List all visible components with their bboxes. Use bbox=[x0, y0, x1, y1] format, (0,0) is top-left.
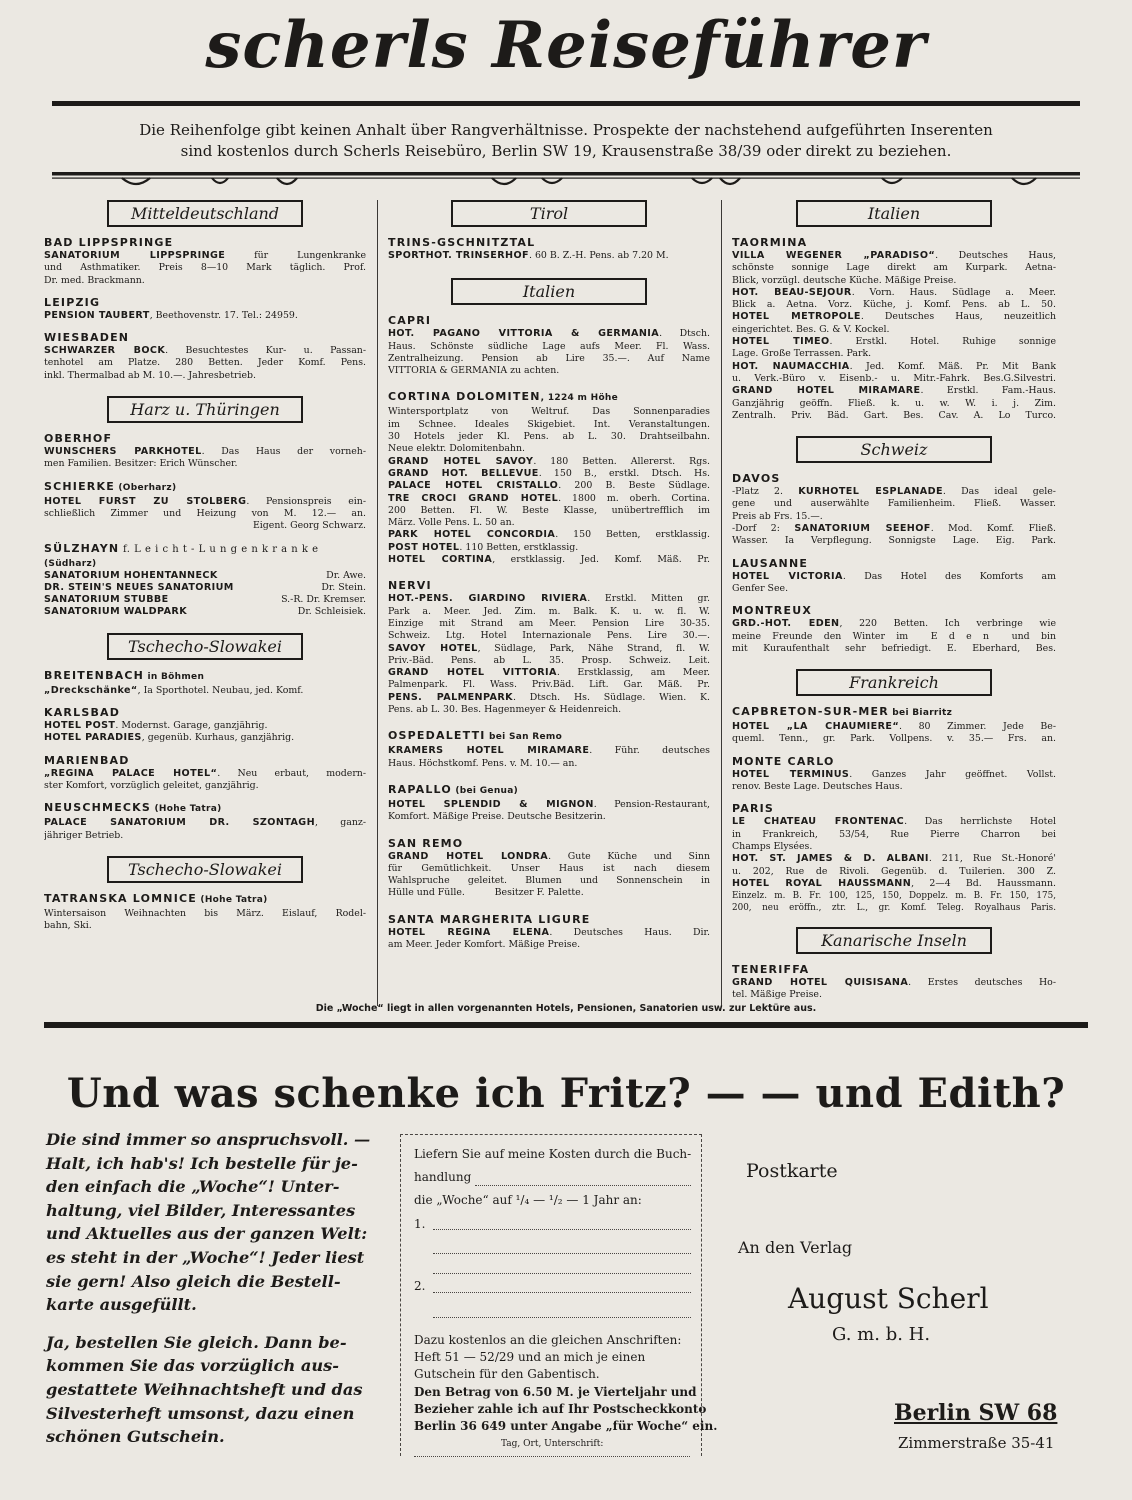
listing-line: „REGINA PALACE HOTEL“. Neu erbaut, modern- bbox=[44, 767, 366, 779]
form-number: 2. bbox=[414, 1279, 426, 1293]
address-field-2[interactable] bbox=[433, 1292, 691, 1293]
intro-text bbox=[52, 120, 1080, 162]
hotel-name: SCHWARZER BOCK bbox=[44, 345, 166, 357]
ad-line: Die sind immer so anspruchsvoll. — bbox=[46, 1130, 371, 1149]
listing-entry bbox=[732, 704, 1056, 746]
listing-line: queml. Tenn., gr. Park. Vollpens. v. 35.— Frs. an. bbox=[732, 733, 1056, 745]
hotel-name: PALACE SANATORIUM DR. SZONTAGH bbox=[44, 817, 315, 829]
listing-entry bbox=[732, 556, 1056, 596]
listing-entry bbox=[44, 705, 366, 745]
hotel-name: TRE CROCI GRAND HOTEL bbox=[388, 492, 559, 504]
listing-line: PENSION TAUBERT, Beethovenstr. 17. Tel.: 24959. bbox=[44, 309, 298, 321]
hotel-name: HOTEL PARADIES bbox=[44, 732, 142, 744]
listing-entry bbox=[732, 471, 1056, 547]
form-text: Dazu kostenlos an die gleichen Anschriften: bbox=[414, 1333, 682, 1347]
hotel-name: KURHOTEL ESPLANADE bbox=[798, 486, 943, 498]
listing-entry bbox=[44, 800, 366, 842]
listing-line: u. 202, Rue de Rivoli. Gegenüb. d. Tuilerien. 300 Z. bbox=[732, 865, 1056, 877]
listing-entry bbox=[44, 891, 366, 933]
postcard-company-suffix: G. m. b. H. bbox=[832, 1324, 931, 1345]
hotel-name: HOT.-PENS. GIARDINO RIVIERA bbox=[388, 593, 588, 605]
listing-line: Blick, vorzügl. deutsche Küche. Mäßige Preise. bbox=[732, 274, 957, 286]
listing-line: Zentralheizung. Pension ab Lire 35.—. Auf Name bbox=[388, 352, 710, 364]
listing-line: und Asthmatiker. Preis 8—10 Mark täglich. Prof. bbox=[44, 262, 366, 274]
listing-entry bbox=[388, 578, 710, 716]
place-name: MARIENBAD bbox=[44, 753, 130, 767]
hotel-name: POST HOTEL bbox=[388, 541, 460, 553]
listing-line: PALACE SANATORIUM DR. SZONTAGH, ganz- bbox=[44, 817, 366, 829]
place-name: MONTE CARLO bbox=[732, 754, 835, 768]
region-heading: Tschecho-Slowakei bbox=[107, 633, 303, 660]
listing-line: Preis ab Frs. 15.—. bbox=[732, 510, 823, 522]
listing-line: u. Verk.-Büro v. Eisenb.- u. Mitr.-Fahrk. Bes.G.Silvestri. bbox=[732, 372, 1056, 384]
listing-line: Wahlspruche geleitet. Blumen und Sonnenschein in bbox=[388, 875, 710, 887]
listing-line: SPORTHOT. TRINSERHOF. 60 B. Z.-H. Pens. ab 7.20 M. bbox=[388, 250, 669, 261]
place-name: CORTINA DOLOMITEN, 1224 m Höhe bbox=[388, 390, 619, 404]
ad-line: gestattete Weihnachtsheft und das bbox=[46, 1379, 363, 1399]
listing-line: Eigent. Georg Schwarz. bbox=[252, 520, 366, 532]
listing-line: 200, neu eröffn., ztr. L., gr. Komf. Teleg. Royalhaus Paris. bbox=[732, 903, 1056, 914]
ad-headline: Und was schenke ich Fritz? — — und Edith? bbox=[66, 1070, 1066, 1117]
place-name: LEIPZIG bbox=[44, 295, 101, 309]
place-name: NEUSCHMECKS (Hohe Tatra) bbox=[44, 801, 222, 815]
listing-line: GRAND HOT. BELLEVUE. 150 B., erstkl. Dtsch. Hs. bbox=[388, 467, 710, 479]
hotel-name: KRAMERS HOTEL MIRAMARE bbox=[388, 745, 590, 757]
listing-line: Komfort. Mäßige Preise. Deutsche Besitzerin. bbox=[388, 811, 606, 823]
listing-entry bbox=[44, 330, 366, 382]
place-name: CAPRI bbox=[388, 314, 432, 328]
listing-line: PARK HOTEL CONCORDIA. 150 Betten, erstklassig. bbox=[388, 529, 710, 541]
hotel-name: „Dreckschänke“ bbox=[44, 684, 138, 696]
place-name: BAD LIPPSPRINGE bbox=[44, 236, 174, 249]
hotel-name: SANATORIUM HOHENTANNECK bbox=[44, 569, 218, 581]
listing-line: -Platz 2. KURHOTEL ESPLANADE. Das ideal gele- bbox=[732, 486, 1056, 498]
listing-entry bbox=[732, 754, 1056, 794]
listing-line: men Familien. Besitzer: Erich Wünscher. bbox=[44, 458, 238, 470]
address-field-2b[interactable] bbox=[433, 1317, 691, 1318]
listing-line: Priv.-Bäd. Pens. ab L. 35. Prosp. Schweiz. Leit. bbox=[388, 654, 710, 666]
ad-line: sie gern! Also gleich die Bestell- bbox=[46, 1271, 341, 1291]
hotel-name: HOT. PAGANO VITTORIA & GERMANIA bbox=[388, 328, 660, 340]
ad-line: haltung, viel Bilder, Interessantes bbox=[46, 1200, 356, 1220]
listing-line: Ganzjährig geöffn. Fließ. k. u. w. W. i. j. Zim. bbox=[732, 397, 1056, 409]
ad-line: den einfach die „Woche“! Unter- bbox=[46, 1177, 340, 1197]
ad-line: und Aktuelles aus der ganzen Welt: bbox=[46, 1224, 368, 1244]
form-text: Liefern Sie auf meine Kosten durch die Buch- bbox=[414, 1147, 692, 1161]
hotel-name: HOTEL VICTORIA bbox=[732, 570, 843, 582]
listing-line: VITTORIA & GERMANIA zu achten. bbox=[388, 365, 560, 377]
postcard-street: Zimmerstraße 35-41 bbox=[898, 1434, 1055, 1452]
listing-entry bbox=[388, 313, 710, 377]
hotel-name: HOTEL ROYAL HAUSSMANN bbox=[732, 877, 912, 889]
hotel-name: GRAND HOT. BELLEVUE bbox=[388, 467, 539, 479]
column-left bbox=[44, 198, 366, 940]
listing-line: Wasser. Ia Verpflegung. Sonnigste Lage. Eig. Park. bbox=[732, 535, 1056, 547]
listing-entry bbox=[732, 603, 1056, 655]
place-name: CAPBRETON-SUR-MER bei Biarritz bbox=[732, 705, 953, 719]
place-name: PARIS bbox=[732, 802, 775, 816]
listing-entry bbox=[44, 295, 366, 322]
listing-line: Champs Elysées. bbox=[732, 840, 813, 852]
listing-line: HOTEL VICTORIA. Das Hotel des Komforts am bbox=[732, 570, 1056, 582]
listing-entry bbox=[44, 753, 366, 793]
region-heading: Tirol bbox=[451, 200, 647, 227]
place-name: SCHIERKE (Oberharz) bbox=[44, 479, 177, 493]
hotel-name: GRAND HOTEL LONDRA bbox=[388, 850, 549, 862]
place-name: TRINS-GSCHNITZTAL bbox=[388, 236, 536, 249]
listing-line: HOTEL PARADIES, gegenüb. Kurhaus, ganzjährig. bbox=[44, 732, 295, 744]
listing-line: VILLA WEGENER „PARADISO“. Deutsches Haus, bbox=[732, 250, 1056, 261]
postcard bbox=[708, 1134, 1088, 1456]
listing-line: PENS. PALMENPARK. Dtsch. Hs. Südlage. Wien. K. bbox=[388, 691, 710, 703]
listing-line: SCHWARZER BOCK. Besuchtestes Kur- u. Passan- bbox=[44, 345, 366, 357]
place-name: SÜLZHAYN f. L e i c h t - L u n g e n k r a n k e bbox=[44, 541, 319, 555]
listing-entry bbox=[44, 235, 366, 287]
place-region: (Südharz) bbox=[44, 558, 97, 569]
column-middle bbox=[388, 198, 710, 959]
listing-line: Schweiz. Ltg. Hotel Internazionale Pens. Lire 30.—. bbox=[388, 630, 710, 642]
listing-line: in Frankreich, 53/54, Rue Pierre Charron bei bbox=[732, 828, 1056, 840]
listing-line: SANATORIUM WALDPARK Dr. Schleisiek. bbox=[44, 606, 366, 618]
listing-line: WÜNSCHERS PARKHOTEL. Das Haus der vorneh- bbox=[44, 446, 366, 458]
listing-line: Park a. Meer. Jed. Zim. m. Balk. K. u. w. fl. W. bbox=[388, 605, 710, 617]
listing-line: Lage. Große Terrassen. Park. bbox=[732, 348, 872, 360]
form-text: handlung bbox=[414, 1170, 472, 1184]
listing-line: mit Kuraufenthalt sehr befriedigt. E. Eberhard, Bes. bbox=[732, 642, 1056, 654]
listing-line: Einzelz. m. B. Fr. 100, 125, 150, Doppelz. m. B. Fr. 150, 175, bbox=[732, 891, 1056, 902]
listing-line: bahn, Ski. bbox=[44, 920, 92, 932]
region-heading: Italien bbox=[451, 278, 647, 305]
listing-line: 30 Hotels jeder Kl. Pens. ab L. 30. Drahtseilbahn. bbox=[388, 431, 710, 443]
listing-entry bbox=[732, 962, 1056, 1002]
listing-line: Blick a. Aetna. Vorz. Küche, j. Komf. Pens. ab L. 50. bbox=[732, 299, 1056, 311]
column-rule bbox=[377, 200, 378, 1006]
place-name: OSPEDALETTI bei San Remo bbox=[388, 729, 563, 743]
form-text: Den Betrag von 6.50 M. je Vierteljahr und bbox=[414, 1385, 697, 1399]
listing-line: SANATORIUM LIPPSPRINGE für Lungenkranke bbox=[44, 250, 366, 261]
listing-line: Zentralh. Priv. Bäd. Gart. Bes. Cav. A. Lo Turco. bbox=[732, 409, 1056, 421]
region-heading: Frankreich bbox=[796, 669, 992, 696]
listing-line: HOT. PAGANO VITTORIA & GERMANIA. Dtsch. bbox=[388, 328, 710, 340]
region-heading: Kanarische Inseln bbox=[796, 927, 992, 954]
listing-entry bbox=[388, 836, 710, 900]
listing-line: POST HOTEL. 110 Betten, erstklassig. bbox=[388, 541, 579, 553]
masthead bbox=[0, 0, 1132, 112]
listing-line: KRAMERS HOTEL MIRAMARE. Führ. deutsches bbox=[388, 745, 710, 757]
listing-line: SANATORIUM HOHENTANNECK Dr. Awe. bbox=[44, 569, 366, 581]
place-name: WIESBADEN bbox=[44, 331, 130, 345]
hotel-name: VILLA WEGENER „PARADISO“ bbox=[732, 250, 936, 261]
hotel-name: HOTEL SPLENDID & MIGNON bbox=[388, 798, 594, 810]
listing-entry bbox=[388, 389, 710, 566]
ad-line: es steht in der „Woche“! Jeder liest bbox=[46, 1247, 365, 1267]
place-name: TENERIFFA bbox=[732, 962, 810, 976]
listing-line: schließlich Zimmer und Heizung von M. 12.— an. bbox=[44, 507, 366, 519]
hotel-name: HOTEL FÜRST ZU STOLBERG bbox=[44, 495, 247, 507]
listing-line: tel. Mäßige Preise. bbox=[732, 988, 822, 1000]
listing-entry bbox=[388, 728, 710, 770]
hotel-name: HOTEL POST bbox=[44, 720, 116, 732]
hotel-name: LE CHATEAU FRONTENAC bbox=[732, 816, 905, 828]
ad-line: Ja, bestellen Sie gleich. Dann be- bbox=[46, 1332, 347, 1352]
listing-line: Wintersaison Weihnachten bis März. Eislauf, Rodel- bbox=[44, 907, 366, 919]
hotel-name: HOTEL REGINA ELENA bbox=[388, 926, 550, 938]
listing-line: renov. Beste Lage. Deutsches Haus. bbox=[732, 781, 903, 793]
listing-line: HOT. NAUMACCHIA. Jed. Komf. Mäß. Pr. Mit Bank bbox=[732, 360, 1056, 372]
hotel-name: SANATORIUM WALDPARK bbox=[44, 606, 188, 618]
place-name: MONTREUX bbox=[732, 604, 813, 618]
hotel-name: SPORTHOT. TRINSERHOF bbox=[388, 250, 529, 261]
order-form bbox=[400, 1134, 718, 1456]
listing-line: Haus. Höchstkomf. Pens. v. M. 10.— an. bbox=[388, 757, 578, 769]
listing-line: GRAND HOTEL VITTORIA. Erstklassig, am Meer. bbox=[388, 667, 710, 679]
listing-line: Wintersportplatz von Weltruf. Das Sonnenparadies bbox=[388, 406, 710, 418]
listing-line: eingerichtet. Bes. G. & V. Kockel. bbox=[732, 323, 890, 335]
listing-line: inkl. Thermalbad ab M. 10.—. Jahresbetrieb. bbox=[44, 369, 256, 381]
hotel-name: SANATORIUM SEEHOF bbox=[794, 523, 931, 535]
hotel-name: GRAND HOTEL VITTORIA bbox=[388, 667, 557, 679]
listing-line: Neue elektr. Dolomitenbahn. bbox=[388, 443, 525, 455]
listing-entry bbox=[44, 479, 366, 533]
ad-line: karte ausgefüllt. bbox=[46, 1295, 197, 1315]
listing-line: gene und auserwählte Familienheim. Fließ. Wasser. bbox=[732, 498, 1056, 510]
address-field-1b[interactable] bbox=[433, 1253, 691, 1254]
address-field-1[interactable] bbox=[433, 1229, 691, 1230]
address-field-1c[interactable] bbox=[433, 1273, 691, 1274]
listing-line: SANATORIUM STUBBE S.-R. Dr. Kremser. bbox=[44, 594, 366, 606]
listing-line: Einzige mit Strand am Meer. Pension Lire 30-35. bbox=[388, 617, 710, 629]
hotel-name: HOTEL METROPOLE bbox=[732, 311, 861, 323]
listing-line: HOTEL SPLENDID & MIGNON. Pension-Restaurant, bbox=[388, 798, 710, 810]
form-text: Tag, Ort, Unterschrift: bbox=[501, 1439, 604, 1449]
listing-line: -Dorf 2: SANATORIUM SEEHOF. Mod. Komf. Fließ. bbox=[732, 523, 1056, 535]
listing-line: 200 Betten. Fl. W. Beste Klasse, unübertrefflich im bbox=[388, 504, 710, 516]
listing-entry bbox=[44, 431, 366, 471]
hotel-name: SANATORIUM STUBBE bbox=[44, 594, 169, 606]
listing-line: HOTEL „LA CHAUMIERE“. 80 Zimmer. Jede Be- bbox=[732, 721, 1056, 733]
listing-line: DR. STEIN'S NEUES SANATORIUM Dr. Stein. bbox=[44, 581, 366, 593]
listing-line: März. Volle Pens. L. 50 an. bbox=[388, 517, 515, 529]
place-name: NERVI bbox=[388, 579, 432, 593]
listing-line: Genfer See. bbox=[732, 582, 789, 594]
place-name: RAPALLO (bei Genua) bbox=[388, 782, 519, 796]
ad-line: kommen Sie das vorzüglich aus- bbox=[46, 1356, 339, 1376]
form-text: Gutschein für den Gabentisch. bbox=[414, 1367, 600, 1381]
place-name: TATRANSKA LOMNICE (Hohe Tatra) bbox=[44, 891, 268, 905]
listing-line: am Meer. Jeder Komfort. Mäßige Preise. bbox=[388, 938, 581, 950]
place-name: KARLSBAD bbox=[44, 706, 121, 720]
listing-line: jähriger Betrieb. bbox=[44, 829, 124, 841]
listing-line: GRAND HOTEL MIRAMARE. Erstkl. Fam.-Haus. bbox=[732, 385, 1056, 397]
postcard-label: Postkarte bbox=[746, 1160, 838, 1182]
listing-line: Pens. ab L. 30. Bes. Hagenmeyer & Heidenreich. bbox=[388, 704, 622, 716]
place-name: SAN REMO bbox=[388, 836, 464, 850]
column-right bbox=[732, 198, 1056, 1009]
listing-line: GRAND HOTEL QUISISANA. Erstes deutsches Ho- bbox=[732, 976, 1056, 988]
listing-line: ster Komfort, vorzüglich geleitet, ganzjährig. bbox=[44, 779, 259, 791]
hotel-name: PENS. PALMENPARK bbox=[388, 691, 513, 703]
hotel-name: PALACE HOTEL CRISTALLO bbox=[388, 480, 559, 492]
signature-field[interactable] bbox=[414, 1456, 690, 1457]
region-heading: Mitteldeutschland bbox=[107, 200, 303, 227]
listing-line: HOTEL FÜRST ZU STOLBERG. Pensionspreis ein- bbox=[44, 495, 366, 507]
footer-rule bbox=[44, 1022, 1088, 1028]
ad-line: schönen Gutschein. bbox=[46, 1427, 225, 1447]
listing-entry bbox=[732, 235, 1056, 422]
place-name: TAORMINA bbox=[732, 236, 808, 249]
hotel-name: HOTEL TERMINUS bbox=[732, 768, 850, 780]
hotel-name: GRD.-HOT. EDEN bbox=[732, 618, 840, 630]
hotel-name: GRAND HOTEL QUISISANA bbox=[732, 976, 909, 988]
listing-line: HOTEL TERMINUS. Ganzes Jahr geöffnet. Vollst. bbox=[732, 768, 1056, 780]
listing-line: GRAND HOTEL LONDRA. Gute Küche und Sinn bbox=[388, 850, 710, 862]
footer-note: Die „Woche“ liegt in allen vorgenannten Hotels, Pensionen, Sanatorien usw. zur Lektüre aus. bbox=[315, 1003, 817, 1014]
hotel-name: HOTEL TIMEO bbox=[732, 336, 830, 348]
intro-line: Die Reihenfolge gibt keinen Anhalt über Rangverhältnisse. Prospekte der nachstehend aufgeführten Inserenten bbox=[139, 121, 993, 139]
listing-line: schönste sonnige Lage direkt am Kurpark. Aetna- bbox=[732, 262, 1056, 274]
form-text: Heft 51 — 52/29 und an mich je einen bbox=[414, 1350, 646, 1364]
hotel-name: SAVOY HOTEL bbox=[388, 642, 478, 654]
place-name: DAVOS bbox=[732, 472, 781, 486]
listing-line: Hülle und Fülle. Besitzer F. Palette. bbox=[388, 887, 584, 899]
region-heading: Tschecho-Slowakei bbox=[107, 856, 303, 883]
listing-line: HOTEL REGINA ELENA. Deutsches Haus. Dir. bbox=[388, 926, 710, 938]
listing-line: LE CHATEAU FRONTENAC. Das herrlichste Hotel bbox=[732, 816, 1056, 828]
form-number: 1. bbox=[414, 1217, 426, 1231]
region-heading: Italien bbox=[796, 200, 992, 227]
listing-line: im Schnee. Ideales Skigebiet. Int. Veranstaltungen. bbox=[388, 418, 710, 430]
hotel-name: GRAND HOTEL MIRAMARE bbox=[732, 385, 921, 397]
listing-entry bbox=[732, 801, 1056, 914]
ad-line: Silvesterheft umsonst, dazu einen bbox=[46, 1403, 355, 1423]
listing-line: HOT. BEAU-SEJOUR. Vorn. Haus. Südlage a. Meer. bbox=[732, 286, 1056, 298]
listing-line: HOT. ST. JAMES & D. ALBANI. 211, Rue St.-Honoré' bbox=[732, 853, 1056, 865]
listing-line: GRD.-HOT. EDEN, 220 Betten. Ich verbringe wie bbox=[732, 618, 1056, 630]
listing-line: „Dreckschänke“, Ia Sporthotel. Neubau, jed. Komf. bbox=[44, 684, 304, 696]
region-heading: Harz u. Thüringen bbox=[107, 396, 303, 423]
listing-line: TRE CROCI GRAND HOTEL. 1800 m. oberh. Cortina. bbox=[388, 492, 710, 504]
listing-entry bbox=[388, 782, 710, 824]
hotel-name: HOTEL CORTINA bbox=[388, 554, 493, 566]
listing-entry bbox=[388, 235, 710, 262]
ornament-divider bbox=[52, 170, 1080, 192]
listing-line: GRAND HOTEL SAVOY. 180 Betten. Allererst. Rgs. bbox=[388, 455, 710, 467]
hotel-name: PENSION TAUBERT bbox=[44, 309, 150, 321]
form-text: Berlin 36 649 unter Angabe „für Woche“ ein. bbox=[414, 1419, 718, 1433]
ad-body-text bbox=[46, 1128, 380, 1449]
place-name: SANTA MARGHERITA LIGURE bbox=[388, 912, 591, 926]
listing-entry bbox=[388, 912, 710, 952]
listing-line: tenhotel am Platze. 280 Betten. Jeder Komf. Pens. bbox=[44, 357, 366, 369]
listing-line: Dr. med. Brackmann. bbox=[44, 274, 145, 286]
listing-line: meine Freunde den Winter im E d e n und bin bbox=[732, 630, 1056, 642]
listing-line: HOTEL ROYAL HAUSSMANN, 2—4 Bd. Haussmann. bbox=[732, 877, 1056, 889]
intro-line: sind kostenlos durch Scherls Reisebüro, Berlin SW 19, Krausenstraße 38/39 oder direkt zu beziehen. bbox=[180, 142, 952, 160]
listing-line: HOT.-PENS. GIARDINO RIVIERA. Erstkl. Mitten gr. bbox=[388, 593, 710, 605]
hotel-name: HOT. NAUMACCHIA bbox=[732, 360, 850, 372]
listing-line: HOTEL TIMEO. Erstkl. Hotel. Ruhige sonnige bbox=[732, 336, 1056, 348]
hotel-name: HOT. ST. JAMES & D. ALBANI bbox=[732, 853, 929, 865]
hotel-name: GRAND HOTEL SAVOY bbox=[388, 455, 534, 467]
form-text: Bezieher zahle ich auf Ihr Postscheckkonto bbox=[414, 1402, 707, 1416]
place-name: LAUSANNE bbox=[732, 556, 809, 570]
hotel-name: WÜNSCHERS PARKHOTEL bbox=[44, 446, 202, 458]
column-rule bbox=[721, 200, 722, 1006]
ad-line: Halt, ich hab's! Ich bestelle für je- bbox=[46, 1153, 358, 1173]
postcard-recipient-line: An den Verlag bbox=[738, 1238, 853, 1257]
region-heading: Schweiz bbox=[796, 436, 992, 463]
listing-line: PALACE HOTEL CRISTALLO. 200 B. Beste Südlage. bbox=[388, 480, 710, 492]
hotel-name: HOT. BEAU-SEJOUR bbox=[732, 286, 852, 298]
postcard-city: Berlin SW 68 bbox=[894, 1400, 1058, 1426]
hotel-name: HOTEL „LA CHAUMIERE“ bbox=[732, 721, 900, 733]
listing-line: HOTEL METROPOLE. Deutsches Haus, neuzeitlich bbox=[732, 311, 1056, 323]
listing-line: HOTEL POST. Modernst. Garage, ganzjährig. bbox=[44, 720, 268, 732]
hotel-name: „REGINA PALACE HOTEL“ bbox=[44, 767, 218, 779]
listing-line: HOTEL CORTINA, erstklassig. Jed. Komf. Mäß. Pr. bbox=[388, 554, 710, 566]
masthead-title: scherls Reiseführer bbox=[205, 8, 927, 83]
hotel-name: PARK HOTEL CONCORDIA bbox=[388, 529, 556, 541]
listing-entry bbox=[44, 541, 366, 619]
bookshop-field[interactable] bbox=[475, 1185, 691, 1186]
listing-line: SAVOY HOTEL, Südlage, Park, Nähe Strand, fl. W. bbox=[388, 642, 710, 654]
hotel-name: SANATORIUM LIPPSPRINGE bbox=[44, 250, 226, 261]
hotel-name: DR. STEIN'S NEUES SANATORIUM bbox=[44, 581, 234, 593]
postcard-company: August Scherl bbox=[788, 1282, 989, 1315]
form-text: die „Woche“ auf ¹/₄ — ¹/₂ — 1 Jahr an: bbox=[414, 1193, 642, 1207]
listing-line: Palmenpark. Fl. Wass. Priv.Bäd. Lift. Gar. Mäß. Pr. bbox=[388, 679, 710, 691]
listing-line: für Gemütlichkeit. Unser Haus ist nach diesem bbox=[388, 862, 710, 874]
place-name: BREITENBACH in Böhmen bbox=[44, 668, 205, 682]
place-name: OBERHOF bbox=[44, 432, 113, 446]
listing-entry bbox=[44, 668, 366, 697]
masthead-rule bbox=[52, 101, 1080, 106]
listing-line: Haus. Schönste südliche Lage aufs Meer. Fl. Wass. bbox=[388, 340, 710, 352]
